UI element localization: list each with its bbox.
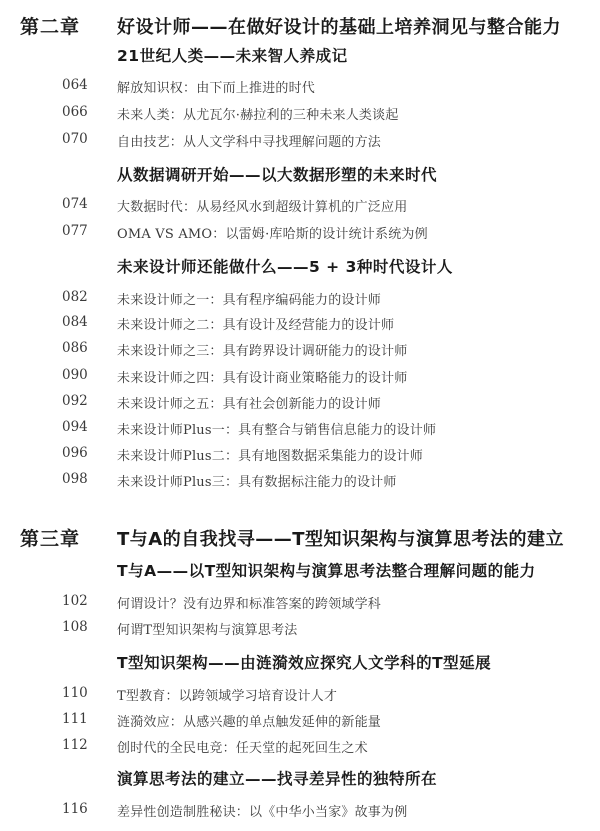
toc-entry[interactable] [0, 801, 600, 823]
entry-page-number: 082 [62, 289, 88, 305]
entry-title: 未来设计师Plus一：具有整合与销售信息能力的设计师 [117, 423, 437, 438]
entry-title: 未来人类：从尤瓦尔·赫拉利的三种未来人类谈起 [117, 108, 399, 123]
entry-title: 未来设计师Plus二：具有地图数据采集能力的设计师 [117, 449, 423, 464]
toc-entry[interactable] [0, 314, 600, 336]
entry-page-number: 102 [62, 593, 88, 609]
toc-entry[interactable] [0, 393, 600, 415]
chapter-label: 第二章 [20, 16, 81, 38]
toc-entry[interactable] [0, 196, 600, 218]
entry-page-number: 108 [62, 619, 88, 635]
entry-title: 解放知识权：由下而上推进的时代 [117, 81, 316, 96]
section-title: 21世纪人类——未来智人养成记 [117, 47, 348, 65]
section-title: 未来设计师还能做什么——5 + 3种时代设计人 [117, 258, 453, 276]
entry-title: 未来设计师Plus三：具有数据标注能力的设计师 [117, 475, 397, 490]
entry-page-number: 096 [62, 445, 88, 461]
entry-page-number: 111 [62, 711, 88, 727]
toc-entry[interactable] [0, 619, 600, 641]
entry-page-number: 110 [62, 685, 88, 701]
entry-page-number: 116 [62, 801, 88, 817]
toc-entry[interactable] [0, 685, 600, 707]
toc-entry[interactable] [0, 445, 600, 467]
chapter-title: 好设计师——在做好设计的基础上培养洞见与整合能力 [117, 17, 561, 38]
chapter-title: T与A的自我找寻——T型知识架构与演算思考法的建立 [117, 529, 564, 550]
entry-title: OMA VS AMO：以雷姆·库哈斯的设计统计系统为例 [117, 227, 428, 242]
entry-title: 未来设计师之一：具有程序编码能力的设计师 [117, 293, 382, 308]
entry-title: 涟漪效应：从感兴趣的单点触发延伸的新能量 [117, 715, 382, 730]
toc-entry[interactable] [0, 131, 600, 153]
section-title: 从数据调研开始——以大数据形塑的未来时代 [117, 166, 438, 184]
entry-title: 自由技艺：从人文学科中寻找理解问题的方法 [117, 135, 382, 150]
entry-page-number: 090 [62, 367, 88, 383]
entry-page-number: 094 [62, 419, 88, 435]
entry-page-number: 070 [62, 131, 88, 147]
toc-entry[interactable] [0, 711, 600, 733]
entry-title: 大数据时代：从易经风水到超级计算机的广泛应用 [117, 200, 408, 215]
toc-entry[interactable] [0, 737, 600, 759]
entry-page-number: 066 [62, 104, 88, 120]
section-title: T型知识架构——由涟漪效应探究人文学科的T型延展 [117, 654, 492, 672]
entry-title: 何谓设计？没有边界和标准答案的跨领域学科 [117, 597, 382, 612]
toc-entry[interactable] [0, 471, 600, 493]
section-heading [0, 44, 600, 68]
entry-page-number: 086 [62, 340, 88, 356]
chapter-heading [0, 524, 600, 554]
entry-page-number: 077 [62, 223, 88, 239]
entry-title: 未来设计师之五：具有社会创新能力的设计师 [117, 397, 382, 412]
section-heading [0, 559, 600, 583]
toc-entry[interactable] [0, 104, 600, 126]
entry-page-number: 074 [62, 196, 88, 212]
entry-title: 未来设计师之四：具有设计商业策略能力的设计师 [117, 371, 408, 386]
entry-title: 创时代的全民电竞：任天堂的起死回生之术 [117, 741, 368, 756]
toc-entry[interactable] [0, 593, 600, 615]
chapter-label: 第三章 [20, 528, 81, 550]
entry-title: T型教育：以跨领域学习培育设计人才 [117, 689, 338, 704]
toc-entry[interactable] [0, 223, 600, 245]
toc-entry[interactable] [0, 77, 600, 99]
entry-title: 未来设计师之三：具有跨界设计调研能力的设计师 [117, 344, 408, 359]
entry-page-number: 084 [62, 314, 88, 330]
toc-entry[interactable] [0, 419, 600, 441]
entry-page-number: 112 [62, 737, 88, 753]
section-heading [0, 767, 600, 791]
section-title: 演算思考法的建立——找寻差异性的独特所在 [117, 770, 438, 788]
entry-title: 何谓T型知识架构与演算思考法 [117, 623, 298, 638]
entry-title: 未来设计师之二：具有设计及经营能力的设计师 [117, 318, 395, 333]
toc-entry[interactable] [0, 289, 600, 311]
entry-title: 差异性创造制胜秘诀：以《中华小当家》故事为例 [117, 805, 408, 820]
chapter-heading [0, 12, 600, 42]
toc-entry[interactable] [0, 340, 600, 362]
entry-page-number: 064 [62, 77, 88, 93]
entry-page-number: 092 [62, 393, 88, 409]
section-heading [0, 163, 600, 187]
section-heading [0, 255, 600, 279]
section-heading [0, 651, 600, 675]
entry-page-number: 098 [62, 471, 88, 487]
toc-entry[interactable] [0, 367, 600, 389]
section-title: T与A——以T型知识架构与演算思考法整合理解问题的能力 [117, 562, 536, 580]
